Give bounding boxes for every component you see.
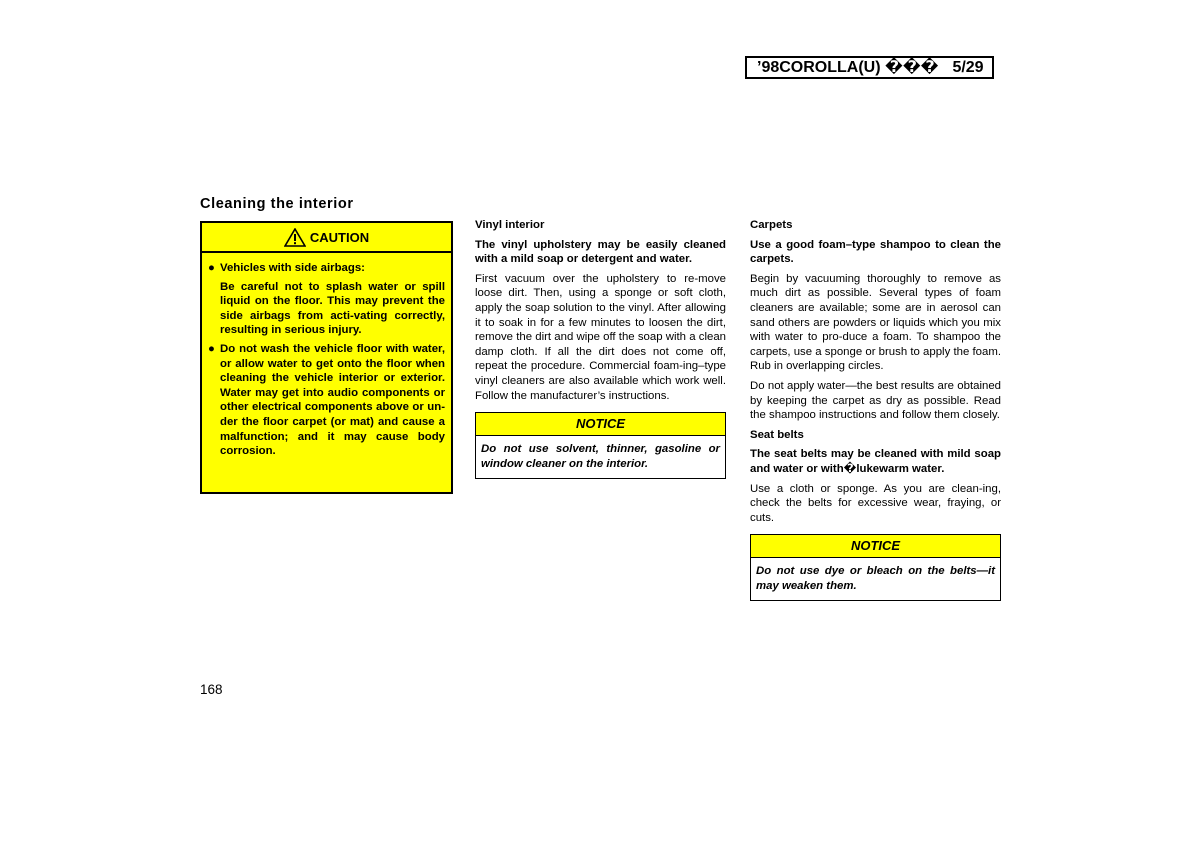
caution-box [200, 221, 453, 494]
warning-triangle-icon [284, 228, 306, 247]
page-number: 168 [200, 682, 223, 697]
caution-label: CAUTION [309, 229, 370, 245]
section-title: Cleaning the interior [200, 196, 354, 212]
notice-header: NOTICE [476, 413, 725, 436]
carpets-column [750, 218, 1001, 601]
caution-item-text: Be careful not to splash water or spill liquid on the floor. This may prevent the side airbags from acti-vating correctly, resulting in serious injury. [220, 280, 445, 337]
document-header [745, 56, 994, 79]
caution-item [208, 342, 445, 459]
caution-item-title: Vehicles with side airbags: [220, 262, 365, 274]
carpets-lead: Use a good foam–type shampoo to clean the carpets. [750, 238, 1001, 266]
vinyl-body: First vacuum over the upholstery to re-move loose dirt. Then, using a sponge or soft cloth, apply the soap solution to the vinyl. After allowing it to soak in for a few minutes to loosen the dirt, remove the dirt and wipe off the soap with a clean damp cloth. If all the dirt does not come off, repeat the procedure. Commercial foam-ing–type vinyl cleaners are also available which work well. Follow the manufacturer’s instructions. [475, 272, 726, 402]
carpets-heading: Carpets [750, 219, 793, 231]
seatbelts-heading: Seat belts [750, 428, 804, 441]
bullet-icon: ● [208, 262, 215, 274]
header-title: ’98COROLLA(U) ��� [757, 59, 939, 76]
vinyl-notice-box [475, 412, 726, 479]
seatbelts-body: Use a cloth or sponge. As you are clean-ing, check the belts for excessive wear, fraying, or cuts. [750, 482, 1001, 524]
header-page: 5/29 [952, 59, 984, 76]
caution-header [202, 223, 451, 253]
caution-body [202, 253, 451, 459]
carpets-body: Begin by vacuuming thoroughly to remove as much dirt as possible. Several types of foam cleaners are available; some are in aerosol can sand others are powders or liquids which you mix with water to pro-duce a foam. To shampoo the carpets, use a sponge or brush to apply the foam. Rub in overlapping circles. [750, 272, 1001, 373]
seatbelts-lead: The seat belts may be cleaned with mild soap and water or with�lukewarm water. [750, 448, 1001, 475]
notice-text: Do not use solvent, thinner, gasoline or window cleaner on the interior. [481, 443, 720, 471]
vinyl-lead: The vinyl upholstery may be easily cleaned with a mild soap or detergent and water. [475, 238, 726, 266]
carpets-body: Do not apply water—the best results are obtained by keeping the carpet as dry as possible. Read the shampoo instructions and follow them closely. [750, 379, 1001, 422]
caution-item-text: Do not wash the vehicle floor with water, or allow water to get onto the floor when cleaning the vehicle interior or exterior. Water may get into audio components or other electrical components above or un-der the floor carpet (or mat) and cause a malfunction; and it may cause body corrosion. [220, 342, 445, 458]
seatbelts-notice-box [750, 534, 1001, 601]
vinyl-column [475, 218, 726, 479]
notice-text: Do not use dye or bleach on the belts—it may weaken them. [756, 565, 995, 593]
vinyl-heading: Vinyl interior [475, 219, 545, 231]
notice-header: NOTICE [751, 535, 1000, 558]
bullet-icon: ● [208, 342, 215, 355]
caution-item [208, 261, 445, 276]
